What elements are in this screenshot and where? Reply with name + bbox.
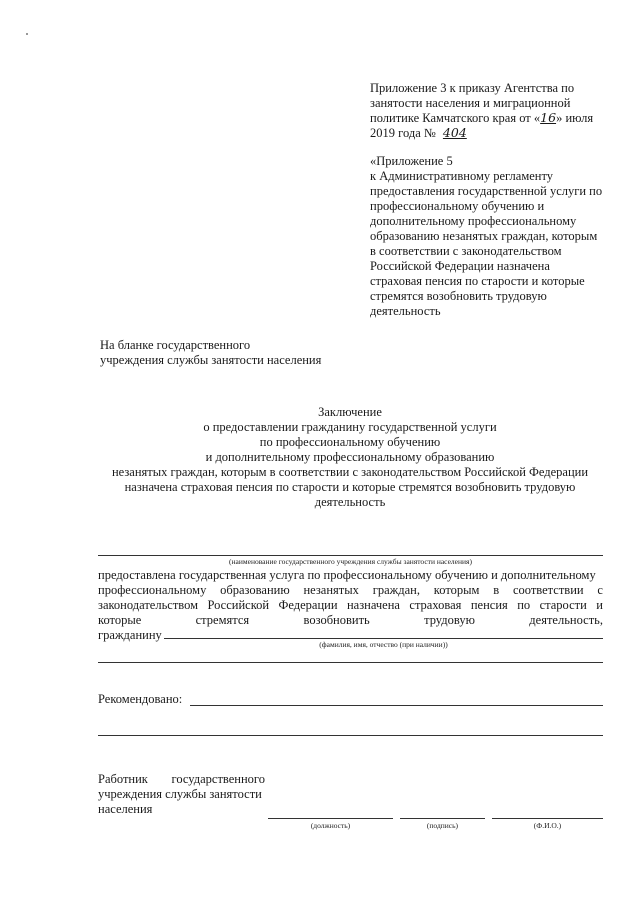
signature-label-line1 — [98, 772, 265, 787]
signature-field[interactable] — [400, 818, 485, 819]
title-line: Заключение — [318, 405, 382, 419]
word: законодательством — [98, 598, 199, 612]
body-line1 — [98, 568, 603, 583]
word: страховая — [409, 598, 462, 612]
appendix5-line: стремятся возобновить трудовую — [370, 289, 547, 303]
position-field[interactable] — [268, 818, 393, 819]
appendix5-line: в соответствии с законодательством — [370, 244, 562, 258]
word: граждан, — [372, 583, 420, 597]
word: возобновить — [303, 613, 370, 627]
title-line: незанятых граждан, которым в соответствии с законодательством Российской Федерации — [111, 465, 589, 479]
appendix5-line: предоставления государственной услуги по — [370, 184, 603, 198]
word: старости — [539, 598, 587, 612]
word: деятельность, — [529, 613, 603, 627]
word: государственного — [171, 772, 265, 786]
recommended-label: Рекомендовано: — [98, 692, 183, 706]
word: незанятых — [303, 583, 359, 597]
appendix5-line: деятельность — [370, 304, 441, 318]
word: соответствии — [512, 583, 584, 597]
title-line: и дополнительному профессиональному образованию — [205, 450, 495, 464]
appendix5-line: страховая пенсия по старости и которые — [370, 274, 585, 288]
position-caption: (должность) — [310, 821, 351, 830]
body-line3 — [98, 598, 603, 613]
appendix5-line: «Приложение 5 — [370, 154, 453, 168]
body-line2 — [98, 583, 603, 598]
appendix5-line: к Административному регламенту — [370, 169, 554, 183]
appendix3-year-number-label: 2019 года № — [370, 126, 436, 140]
word: образованию — [220, 583, 290, 597]
appendix5-line: Российской Федерации назначена — [370, 259, 550, 273]
word: профессиональному — [98, 583, 207, 597]
appendix5-line: дополнительному профессиональному — [370, 214, 577, 228]
letterhead-line1: На бланке государственного — [100, 338, 251, 352]
word: с — [597, 583, 603, 597]
scan-speck — [26, 33, 28, 35]
title-line: назначена страховая пенсия по старости и которые стремятся возобновить трудовую — [124, 480, 576, 494]
word: трудовую — [424, 613, 475, 627]
appendix5-line: образованию незанятых граждан, которым — [370, 229, 598, 243]
signature-label-line2: учреждения службы занятости — [98, 787, 262, 801]
recommended-field-continued[interactable] — [98, 735, 603, 736]
signature-label-line3: населения — [98, 802, 153, 816]
appendix3-line4 — [370, 126, 467, 141]
body-text: предоставлена государственная услуга по профессиональному обучению и дополнительному — [98, 568, 596, 582]
citizen-name-field-continued[interactable] — [98, 662, 603, 663]
institution-name-caption: (наименование государственного учреждения службы занятости населения) — [229, 557, 472, 566]
word: в — [493, 583, 500, 597]
title-line: по профессиональному обучению — [259, 435, 441, 449]
word: Федерации — [278, 598, 338, 612]
word: которым — [433, 583, 480, 597]
citizen-name-field[interactable] — [164, 638, 603, 639]
appendix3-date-prefix: политике Камчатского края от « — [370, 111, 541, 125]
appendix3-line2: занятости населения и миграционной — [370, 96, 571, 110]
full-name-caption: (Ф.И.О.) — [533, 821, 562, 830]
word: Работник — [98, 772, 148, 786]
word: по — [517, 598, 531, 612]
word: назначена — [346, 598, 400, 612]
body-line4 — [98, 613, 603, 628]
appendix3-line3 — [370, 111, 593, 126]
full-name-field[interactable] — [492, 818, 603, 819]
title-line: деятельность — [314, 495, 386, 509]
appendix5-line: профессиональному обучению и — [370, 199, 545, 213]
appendix3-month: » июля — [556, 111, 594, 125]
word: стремятся — [195, 613, 250, 627]
word: пенсия — [470, 598, 508, 612]
recommended-field[interactable] — [190, 705, 603, 706]
word: и — [596, 598, 603, 612]
handwritten-order-number: 404 — [442, 125, 467, 140]
signature-caption: (подпись) — [426, 821, 459, 830]
appendix3-line1: Приложение 3 к приказу Агентства по — [370, 81, 575, 95]
institution-name-field[interactable] — [98, 555, 603, 556]
body-line5: гражданину — [98, 628, 162, 642]
word: которые — [98, 613, 142, 627]
letterhead-line2: учреждения службы занятости населения — [100, 353, 322, 367]
handwritten-day: 16 — [540, 110, 557, 125]
title-line: о предоставлении гражданину государственной услуги — [203, 420, 497, 434]
word: Российской — [207, 598, 270, 612]
citizen-name-caption: (фамилия, имя, отчество (при наличии)) — [319, 640, 448, 649]
